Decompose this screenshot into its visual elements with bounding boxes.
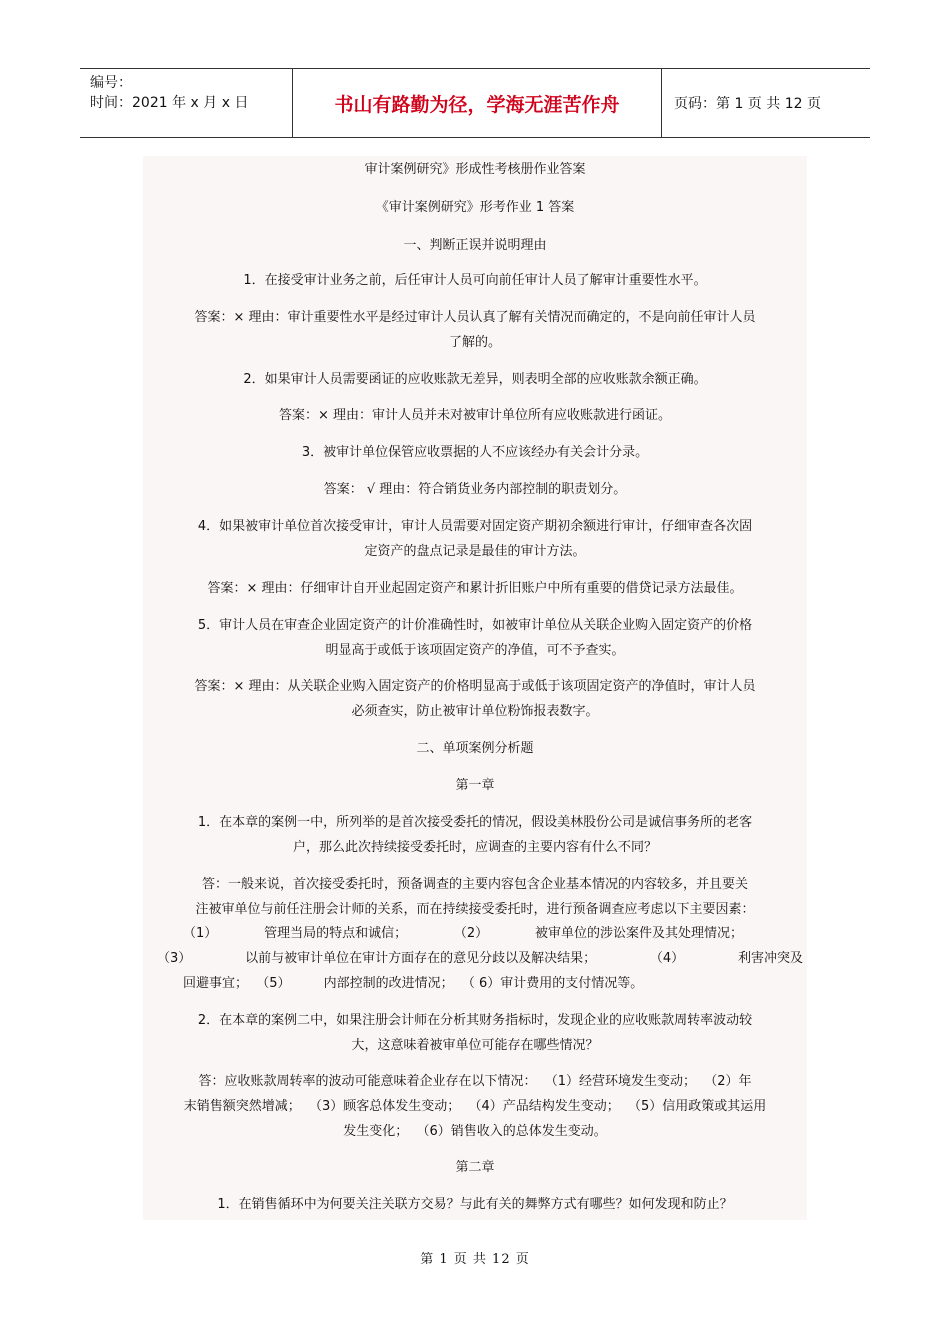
number-label: 编号：: [90, 75, 132, 91]
header-motto: 书山有路勤为径，学海无涯苦作舟: [293, 69, 662, 137]
chapter1-question-2-line-1: 2．在本章的案例二中，如果注册会计师在分析其财务指标时，发现企业的应收账款周转率波动较: [197, 1013, 753, 1028]
answer-5-line-1: 答案：× 理由：从关联企业购入固定资产的价格明显高于或低于该项固定资产的净值时，审计人员: [194, 679, 756, 694]
question-3: 3．被审计单位保管应收票据的人不应该经办有关会计分录。: [301, 445, 649, 460]
chapter1-answer-2-line-1: 答：应收账款周转率的波动可能意味着企业存在以下情况： （1）经营环境发生变动； （2）年: [198, 1074, 752, 1089]
chapter1-question-2-line-2: 大，这意味着被审单位可能存在哪些情况？: [351, 1038, 599, 1053]
answer-3: 答案： √ 理由：符合销货业务内部控制的职责划分。: [323, 482, 627, 497]
chapter1-answer-1-line-5: 回避事宜； （5） 内部控制的改进情况； （ 6）审计费用的支付情况等。: [183, 976, 644, 991]
header-meta: [80, 69, 293, 137]
answer-2: 答案：× 理由：审计人员并未对被审计单位所有应收账款进行函证。: [278, 408, 672, 423]
chapter1-answer-1-line-4: [157, 947, 803, 971]
doc-title: 审计案例研究》形成性考核册作业答案: [364, 162, 586, 177]
chapter1-question-1-line-2: 户，那么此次持续接受委托时，应调查的主要内容有什么不同？: [292, 840, 657, 855]
section-heading: 二、单项案例分析题: [416, 741, 534, 756]
chapter2-question-1: 1．在销售循环中为何要关注关联方交易？与此有关的舞弊方式有哪些？如何发现和防止？: [217, 1197, 733, 1212]
document-body: [143, 156, 807, 1220]
list-text: 以前与被审计单位在审计方面存在的意见分歧以及解决结果；: [245, 951, 597, 966]
list-marker: （2）: [453, 926, 489, 941]
list-text: 管理当局的特点和诚信；: [264, 926, 408, 941]
list-text: 被审单位的涉讼案件及其处理情况；: [534, 926, 743, 941]
time-label: 时间：2021 年 x 月 x 日: [90, 95, 249, 111]
chapter1-answer-2-line-2: 末销售额突然增减； （3）顾客总体发生变动； （4）产品结构发生变动； （5）信用政策或其运用: [183, 1099, 767, 1114]
question-5-line-2: 明显高于或低于该项固定资产的净值，可不予查实。: [325, 643, 625, 658]
answer-4: 答案：× 理由：仔细审计自开业起固定资产和累计折旧账户中所有重要的借贷记录方法最佳。: [207, 581, 743, 596]
answer-5-line-2: 必须查实，防止被审计单位粉饰报表数字。: [351, 704, 599, 719]
question-2: 2．如果审计人员需要函证的应收账款无差异，则表明全部的应收账款余额正确。: [243, 372, 707, 387]
chapter1-answer-1-line-3: [183, 922, 743, 946]
doc-subtitle: 《审计案例研究》形考作业 1 答案: [375, 200, 575, 215]
question-4-line-1: 4．如果被审计单位首次接受审计，审计人员需要对固定资产期初余额进行审计，仔细审查各次固: [197, 519, 753, 534]
answer-1-line-2: 了解的。: [448, 335, 501, 350]
chapter1-answer-1-line-1: 答：一般来说，首次接受委托时，预备调查的主要内容包含企业基本情况的内容较多，并且要关: [201, 877, 748, 892]
chapter1-answer-1-line-2: 注被审单位与前任注册会计师的关系，而在持续接受委托时，进行预备调查应考虑以下主要因素：: [195, 902, 755, 917]
page-header: [80, 68, 870, 138]
header-page-info: 页码：第 1 页 共 12 页: [674, 96, 821, 112]
question-1: 1．在接受审计业务之前，后任审计人员可向前任审计人员了解审计重要性水平。: [243, 273, 707, 288]
list-text: 利害冲突及: [737, 951, 803, 966]
chapter1-answer-2-line-3: 发生变化； （6）销售收入的总体发生变动。: [343, 1124, 607, 1139]
chapter-heading: 第一章: [455, 778, 495, 793]
page-footer: 第 1 页 共 12 页: [420, 1252, 530, 1267]
chapter1-question-1-line-1: 1．在本章的案例一中，所列举的是首次接受委托的情况，假设美林股份公司是诚信事务所的老客: [197, 815, 753, 830]
question-5-line-1: 5．审计人员在审查企业固定资产的计价准确性时，如被审计单位从关联企业购入固定资产的价格: [197, 618, 753, 633]
question-4-line-2: 定资产的盘点记录是最佳的审计方法。: [364, 544, 586, 559]
section-heading: 一、判断正误并说明理由: [403, 238, 547, 253]
list-marker: （1）: [183, 926, 218, 941]
chapter-heading: 第二章: [455, 1160, 495, 1175]
list-marker: （4）: [649, 951, 685, 966]
list-marker: （3）: [157, 951, 192, 966]
answer-1-line-1: 答案：× 理由：审计重要性水平是经过审计人员认真了解有关情况而确定的，不是向前任审计人员: [194, 310, 756, 325]
